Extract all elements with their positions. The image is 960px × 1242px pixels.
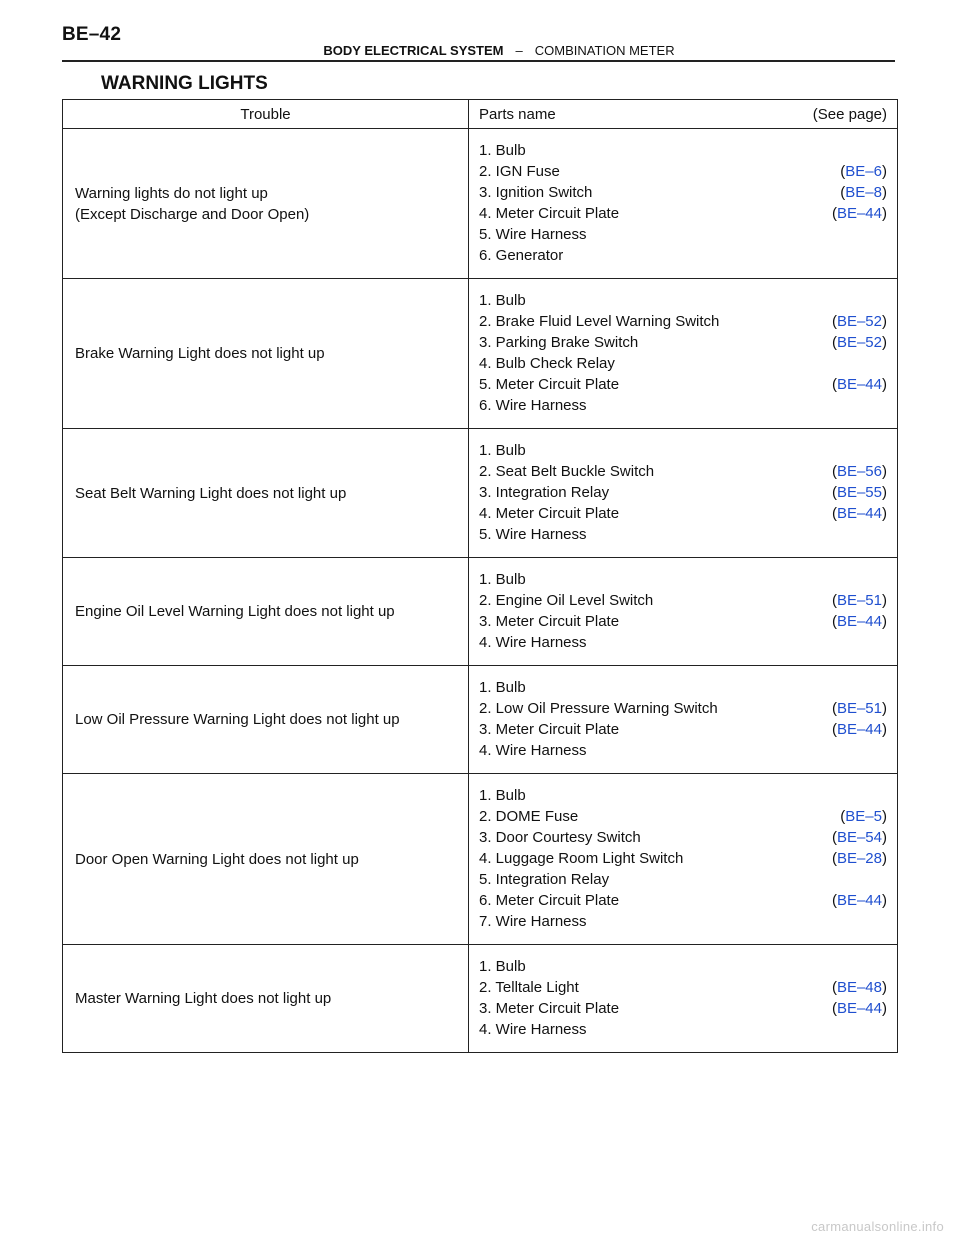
part-ref: (BE–44) [831,892,887,909]
part-item [479,632,887,653]
part-ref: (BE–44) [831,613,887,630]
page-ref-link[interactable]: BE–6 [845,163,882,180]
trouble-cell [63,279,469,429]
page-ref-link[interactable]: BE–55 [836,484,882,501]
trouble-cell [63,945,469,1053]
table-row [63,429,898,558]
part-name: 1. Bulb [479,292,526,309]
part-item [479,374,887,395]
warning-lights-table [62,99,898,1053]
header-rule [62,60,895,62]
page-ref-link[interactable]: BE–51 [836,700,882,717]
parts-cell [469,558,898,666]
header-system: BODY ELECTRICAL SYSTEM [323,43,504,58]
part-name: 2. DOME Fuse [479,808,579,825]
part-ref: (BE–28) [831,850,887,867]
part-item [479,977,887,998]
part-name: 3. Meter Circuit Plate [479,1000,620,1017]
page-ref-link[interactable]: BE–8 [845,184,882,201]
part-ref: (BE–51) [831,592,887,609]
part-name: 3. Integration Relay [479,484,610,501]
running-header [0,43,960,58]
table-row [63,774,898,945]
part-name: 4. Wire Harness [479,742,587,759]
part-name: 3. Ignition Switch [479,184,593,201]
part-item [479,440,887,461]
part-name: 4. Wire Harness [479,634,587,651]
page-ref-link[interactable]: BE–44 [836,613,882,630]
page-number: BE–42 [62,24,122,45]
part-ref: (BE–56) [831,463,887,480]
part-name: 1. Bulb [479,787,526,804]
part-item [479,611,887,632]
part-ref: (BE–6) [840,163,887,180]
parts-cell [469,429,898,558]
parts-cell [469,129,898,279]
part-item [479,290,887,311]
trouble-cell [63,774,469,945]
part-name: 5. Integration Relay [479,871,610,888]
part-item [479,785,887,806]
part-item [479,827,887,848]
trouble-text: Brake Warning Light does not light up [75,345,325,362]
header-parts [469,100,898,129]
table-header-row [63,100,898,129]
part-item [479,482,887,503]
part-name: 2. IGN Fuse [479,163,560,180]
part-item [479,998,887,1019]
header-separator: – [515,43,523,58]
part-name: 4. Bulb Check Relay [479,355,615,372]
trouble-text: Master Warning Light does not light up [75,990,332,1007]
part-item [479,911,887,932]
part-item [479,590,887,611]
part-ref: (BE–52) [831,313,887,330]
header-parts-name: Parts name [479,105,556,123]
part-item [479,461,887,482]
part-item [479,956,887,977]
parts-cell [469,945,898,1053]
part-name: 4. Wire Harness [479,1021,587,1038]
page-ref-link[interactable]: BE–44 [836,892,882,909]
part-name: 4. Meter Circuit Plate [479,205,620,222]
part-name: 1. Bulb [479,442,526,459]
part-name: 2. Engine Oil Level Switch [479,592,654,609]
part-name: 2. Low Oil Pressure Warning Switch [479,700,718,717]
page-ref-link[interactable]: BE–28 [836,850,882,867]
table-row [63,945,898,1053]
part-name: 4. Meter Circuit Plate [479,505,620,522]
part-ref: (BE–44) [831,721,887,738]
part-name: 1. Bulb [479,142,526,159]
parts-cell [469,774,898,945]
part-name: 6. Wire Harness [479,397,587,414]
part-name: 2. Brake Fluid Level Warning Switch [479,313,720,330]
page-ref-link[interactable]: BE–54 [836,829,882,846]
trouble-text: Engine Oil Level Warning Light does not light up [75,603,395,620]
part-item [479,1019,887,1040]
table-row [63,279,898,429]
part-name: 2. Telltale Light [479,979,579,996]
part-item [479,203,887,224]
part-name: 6. Generator [479,247,564,264]
part-name: 1. Bulb [479,679,526,696]
header-subsystem: COMBINATION METER [534,43,675,58]
part-name: 5. Wire Harness [479,226,587,243]
part-item [479,311,887,332]
part-name: 6. Meter Circuit Plate [479,892,620,909]
page-ref-link[interactable]: BE–52 [836,334,882,351]
part-item [479,719,887,740]
part-name: 5. Wire Harness [479,526,587,543]
page-ref-link[interactable]: BE–56 [836,463,882,480]
part-item [479,224,887,245]
part-name: 3. Parking Brake Switch [479,334,639,351]
part-item [479,395,887,416]
table-body [63,129,898,1053]
part-item [479,869,887,890]
part-name: 5. Meter Circuit Plate [479,376,620,393]
part-item [479,140,887,161]
page-ref-link[interactable]: BE–5 [845,808,882,825]
trouble-cell [63,558,469,666]
trouble-text: Seat Belt Warning Light does not light up [75,484,347,502]
trouble-text: (Except Discharge and Door Open) [75,205,310,223]
page-ref-link[interactable]: BE–44 [836,205,882,222]
trouble-text: Warning lights do not light up [75,184,268,202]
part-ref: (BE–54) [831,829,887,846]
part-ref: (BE–51) [831,700,887,717]
part-item [479,182,887,203]
parts-cell [469,666,898,774]
part-item [479,806,887,827]
table-row [63,129,898,279]
page-ref-link[interactable]: BE–44 [836,721,882,738]
part-item [479,848,887,869]
part-item [479,161,887,182]
part-item [479,245,887,266]
part-ref: (BE–55) [831,484,887,501]
part-ref: (BE–44) [831,376,887,393]
part-name: 2. Seat Belt Buckle Switch [479,463,655,480]
page-ref-link[interactable]: BE–51 [836,592,882,609]
trouble-text: Door Open Warning Light does not light up [75,850,359,868]
part-item [479,524,887,545]
part-ref: (BE–5) [840,808,887,825]
trouble-cell [63,129,469,279]
part-item [479,677,887,698]
part-item [479,890,887,911]
part-item [479,698,887,719]
part-item [479,569,887,590]
part-name: 3. Door Courtesy Switch [479,829,641,846]
page-ref-link[interactable]: BE–52 [836,313,882,330]
part-name: 3. Meter Circuit Plate [479,721,620,738]
part-item [479,332,887,353]
part-ref: (BE–48) [831,979,887,996]
part-name: 1. Bulb [479,958,526,975]
watermark: carmanualsonline.info [811,1219,944,1234]
table-row [63,558,898,666]
part-item [479,740,887,761]
part-ref: (BE–44) [831,205,887,222]
trouble-text: Low Oil Pressure Warning Light does not light up [75,711,400,728]
part-ref: (BE–44) [831,1000,887,1017]
trouble-cell [63,429,469,558]
page-ref-link[interactable]: BE–48 [836,979,882,996]
section-title: WARNING LIGHTS [101,73,268,94]
page-ref-link[interactable]: BE–44 [836,376,882,393]
part-name: 4. Luggage Room Light Switch [479,850,684,867]
part-name: 7. Wire Harness [479,913,587,930]
part-item [479,353,887,374]
page-ref-link[interactable]: BE–44 [836,1000,882,1017]
parts-cell [469,279,898,429]
part-ref: (BE–52) [831,334,887,351]
header-trouble: Trouble [63,100,469,129]
part-name: 1. Bulb [479,571,526,588]
trouble-cell [63,666,469,774]
part-name: 3. Meter Circuit Plate [479,613,620,630]
page-ref-link[interactable]: BE–44 [836,505,882,522]
part-ref: (BE–8) [840,184,887,201]
header-see-page: (See page) [812,105,887,123]
part-ref: (BE–44) [831,505,887,522]
table-row [63,666,898,774]
part-item [479,503,887,524]
